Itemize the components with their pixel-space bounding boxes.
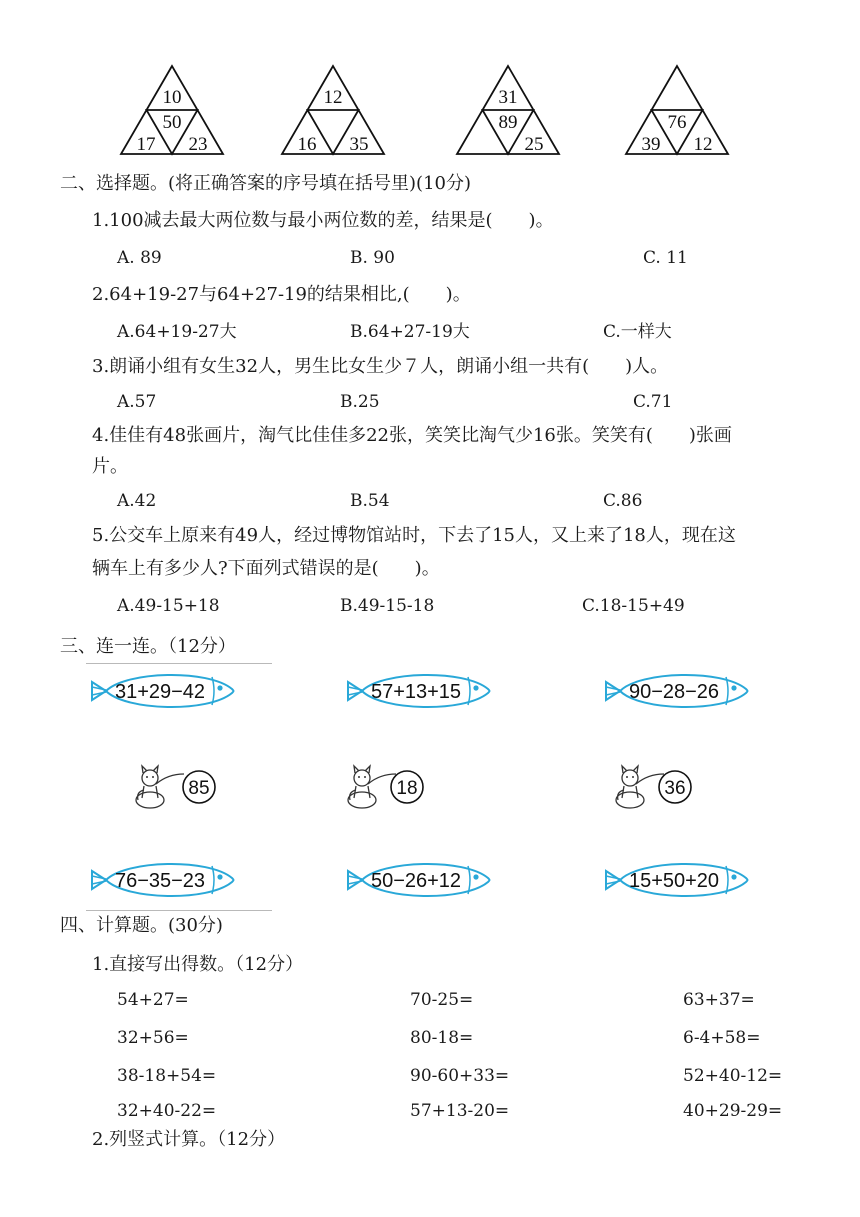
triangle-1 <box>121 66 223 155</box>
calc-r1-c1: 54+27= <box>117 990 189 1010</box>
top-fish-1-expression: 31+29−42 <box>114 681 206 703</box>
calc-r2-c3: 6-4+58= <box>683 1028 761 1048</box>
question-2-option-b: B.64+27-19大 <box>350 322 470 342</box>
cat-answer-2 <box>348 766 423 808</box>
question-5-text-line2: 辆车上有多少人?下面列式错误的是( )。 <box>92 558 440 579</box>
triangle-2-left-number: 16 <box>297 134 317 155</box>
question-3-text: 3.朗诵小组有女生32人，男生比女生少７人，朗诵小组一共有( )人。 <box>92 356 669 377</box>
triangle-2-right-number: 35 <box>349 134 369 155</box>
triangle-3-right-number: 25 <box>524 134 544 155</box>
bottom-fish-3 <box>606 864 748 896</box>
question-2-option-a: A.64+19-27大 <box>117 322 237 342</box>
section-4-title: 四、计算题。(30分) <box>60 915 223 936</box>
cat-answer-1 <box>136 766 215 808</box>
question-3-option-b: B.25 <box>340 392 380 412</box>
subsection-1-title: 1.直接写出得数。（12分） <box>92 954 304 975</box>
triangle-1-left-number: 17 <box>136 134 156 155</box>
cat-icon <box>616 766 664 808</box>
divider-line <box>86 663 272 664</box>
top-fish-3 <box>606 675 748 707</box>
question-5-option-a: A.49-15+18 <box>117 596 220 616</box>
question-5-text-line1: 5.公交车上原来有49人，经过博物馆站时，下去了15人，又上来了18人，现在这 <box>92 525 736 546</box>
top-fish-1 <box>92 675 234 707</box>
triangle-3-top-number: 31 <box>498 87 518 108</box>
calc-r4-c2: 57+13-20= <box>410 1101 510 1121</box>
calc-r3-c2: 90-60+33= <box>410 1066 510 1086</box>
answer-number-3: 36 <box>664 778 686 799</box>
bottom-fish-1 <box>92 864 234 896</box>
top-fish-2 <box>348 675 490 707</box>
question-1-option-b: B. 90 <box>350 248 395 268</box>
triangle-4-right-number: 12 <box>693 134 713 155</box>
question-1-text: 1.100减去最大两位数与最小两位数的差，结果是( )。 <box>92 210 554 231</box>
question-2-text: 2.64+19-27与64+27-19的结果相比,( )。 <box>92 284 471 305</box>
cat-icon <box>136 766 184 808</box>
calc-r4-c3: 40+29-29= <box>683 1101 783 1121</box>
triangle-1-center-number: 50 <box>162 112 182 133</box>
triangle-4-left-number: 39 <box>641 134 661 155</box>
triangle-3 <box>457 66 559 155</box>
calc-r4-c1: 32+40-22= <box>117 1101 217 1121</box>
question-5-option-c: C.18-15+49 <box>582 596 685 616</box>
number-triangles <box>0 0 860 165</box>
question-2-option-c: C.一样大 <box>603 322 672 342</box>
calc-r2-c2: 80-18= <box>410 1028 474 1048</box>
calc-r3-c1: 38-18+54= <box>117 1066 217 1086</box>
subsection-2-title: 2.列竖式计算。（12分） <box>92 1129 286 1150</box>
question-1-option-a: A. 89 <box>117 248 162 268</box>
triangle-1-top-number: 10 <box>162 87 182 108</box>
question-4-text-line2: 片。 <box>92 456 128 477</box>
matching-area <box>0 665 860 915</box>
triangle-3-center-number: 89 <box>498 112 518 133</box>
question-3-option-a: A.57 <box>117 392 157 412</box>
calc-r1-c3: 63+37= <box>683 990 755 1010</box>
triangle-4-center-number: 76 <box>667 112 687 133</box>
cat-answer-3 <box>616 766 691 808</box>
section-2-title: 二、选择题。(将正确答案的序号填在括号里)(10分) <box>60 173 471 194</box>
calc-r3-c3: 52+40-12= <box>683 1066 783 1086</box>
bottom-fish-1-expression: 76−35−23 <box>114 870 206 892</box>
question-5-option-b: B.49-15-18 <box>340 596 435 616</box>
bottom-fish-2-expression: 50−26+12 <box>370 870 462 892</box>
calc-r2-c1: 32+56= <box>117 1028 189 1048</box>
triangle-2 <box>282 66 384 155</box>
calc-r1-c2: 70-25= <box>410 990 474 1010</box>
bottom-fish-2 <box>348 864 490 896</box>
triangle-4 <box>626 66 728 155</box>
answer-number-1: 85 <box>188 778 210 799</box>
triangle-1-right-number: 23 <box>188 134 208 155</box>
question-4-text-line1: 4.佳佳有48张画片，淘气比佳佳多22张，笑笑比淘气少16张。笑笑有( )张画 <box>92 425 732 446</box>
section-3-title: 三、连一连。（12分） <box>60 636 236 657</box>
question-4-option-c: C.86 <box>603 491 643 511</box>
bottom-fish-3-expression: 15+50+20 <box>628 870 720 892</box>
top-fish-2-expression: 57+13+15 <box>370 681 462 703</box>
question-3-option-c: C.71 <box>633 392 673 412</box>
triangle-2-top-number: 12 <box>323 87 343 108</box>
question-1-option-c: C. 11 <box>643 248 688 268</box>
answer-number-2: 18 <box>396 778 418 799</box>
top-fish-3-expression: 90−28−26 <box>628 681 720 703</box>
question-4-option-a: A.42 <box>117 491 157 511</box>
cat-icon <box>348 766 396 808</box>
question-4-option-b: B.54 <box>350 491 390 511</box>
divider-line-2 <box>86 910 272 911</box>
